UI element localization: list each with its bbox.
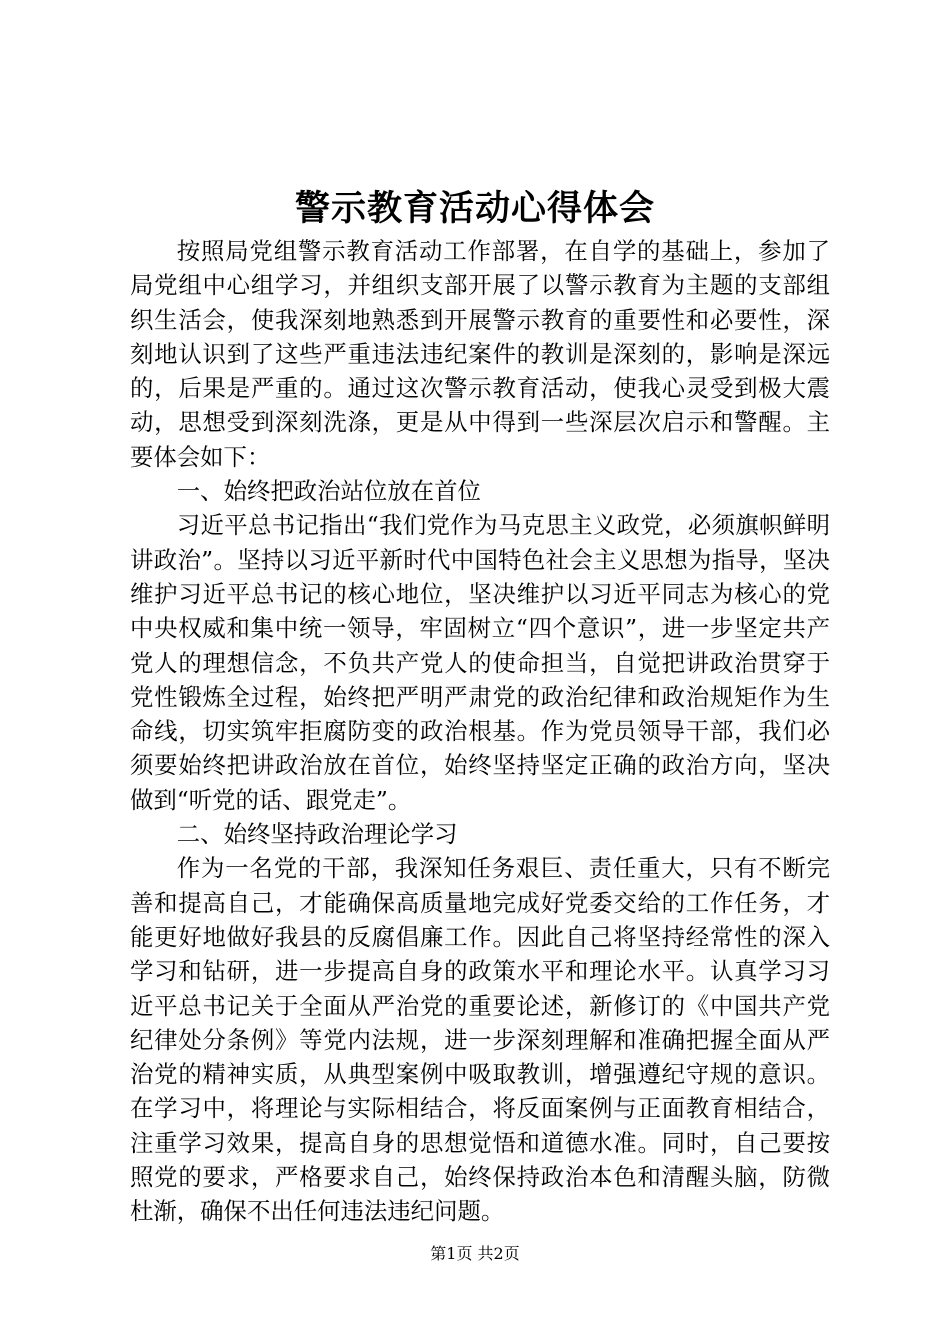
page-footer bbox=[0, 1243, 950, 1265]
page-total: 共2页 bbox=[477, 1244, 520, 1263]
section-1-paragraph: 习近平总书记指出“我们党作为马克思主义政党，必须旗帜鲜明讲政治”。坚持以习近平新时代中国特色社会主义思想为指导，坚决维护习近平总书记的核心地位，坚决维护以习近平同志为核心的党中央权威和集中统一领导，牢固树立“四个意识”，进一步坚定共产党人的理想信念，不负共产党人的使命担当，自觉把讲政治贯穿于党性锻炼全过程，始终把严明严肃党的政治纪律和政治规矩作为生命线，切实筑牢拒腐防变的政治根基。作为党员领导干部，我们必须要始终把讲政治放在首位，始终坚持坚定正确的政治方向，坚决做到“听党的话、跟党走”。 bbox=[130, 511, 830, 814]
document-body bbox=[130, 234, 830, 1229]
page-number: 第1页 bbox=[430, 1244, 473, 1263]
section-2-paragraph: 作为一名党的干部，我深知任务艰巨、责任重大，只有不断完善和提高自己，才能确保高质量地完成好党委交给的工作任务，才能更好地做好我县的反腐倡廉工作。因此自己将坚持经常性的深入学习和钻研，进一步提高自身的政策水平和理论水平。认真学习习近平总书记关于全面从严治党的重要论述，新修订的《中国共产党纪律处分条例》等党内法规，进一步深刻理解和准确把握全面从严治党的精神实质，从典型案例中吸取教训，增强遵纪守规的意识。在学习中，将理论与实际相结合，将反面案例与正面教育相结合，注重学习效果，提高自身的思想觉悟和道德水准。同时，自己要按照党的要求，严格要求自己，始终保持政治本色和清醒头脑，防微杜渐，确保不出任何违法违纪问题。 bbox=[130, 854, 830, 1226]
section-2-heading: 二、始终坚持政治理论学习 bbox=[176, 820, 458, 849]
section-1-heading: 一、始终把政治站位放在首位 bbox=[176, 477, 481, 506]
intro-paragraph: 按照局党组警示教育活动工作部署，在自学的基础上，参加了局党组中心组学习，并组织支部开展了以警示教育为主题的支部组织生活会，使我深刻地熟悉到开展警示教育的重要性和必要性，深刻地认识到了这些严重违法违纪案件的教训是深刻的，影响是深远的，后果是严重的。通过这次警示教育活动，使我心灵受到极大震动，思想受到深刻洗涤，更是从中得到一些深层次启示和警醒。主要体会如下： bbox=[130, 237, 830, 471]
document-title: 警示教育活动心得体会 bbox=[294, 188, 655, 229]
